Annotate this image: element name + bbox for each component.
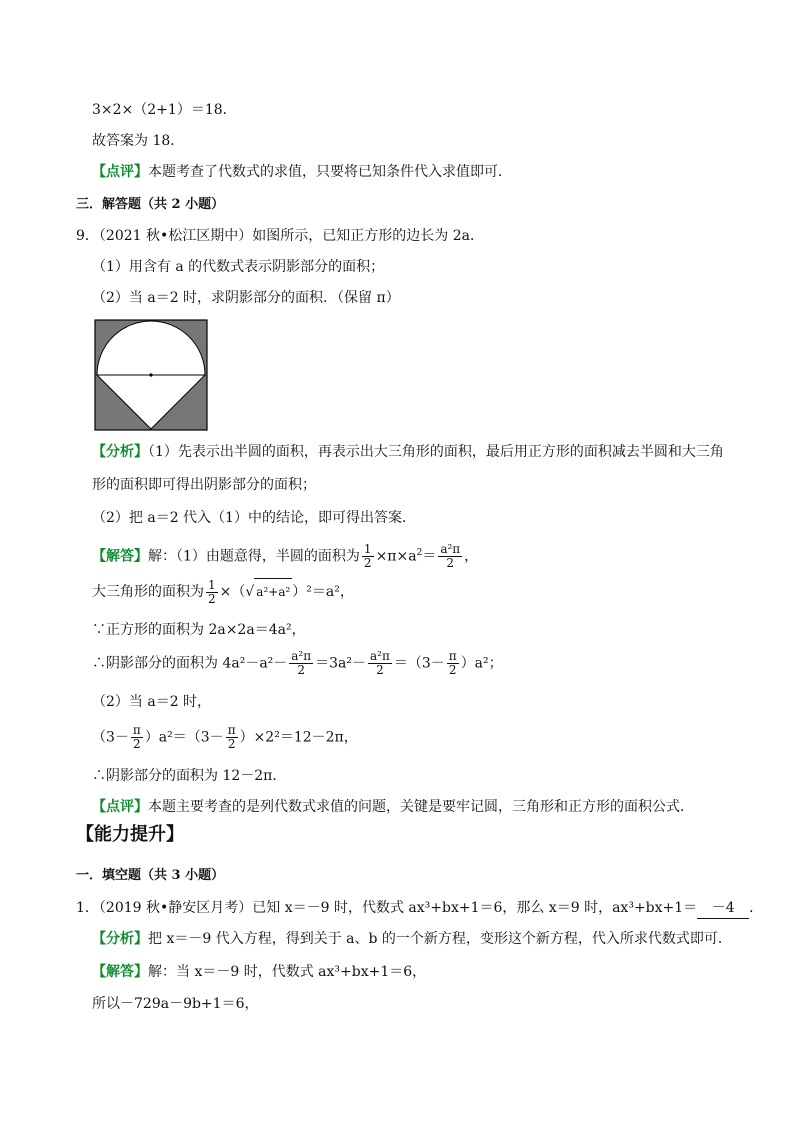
q1-last-line: 所以－729a－9b+1＝6， (92, 996, 259, 1012)
sol1-mid: ×π×a (375, 548, 417, 565)
comment-text: 本题考查了代数式的求值，只要将已知条件代入求值即可． (148, 164, 512, 180)
q1-solution-text: 解：当 x＝－9 时，代数式 ax³+bx+1＝6， (148, 964, 427, 980)
tag-solution: 【解答】 (92, 548, 148, 565)
q9-comment-line (92, 797, 694, 817)
comment-line (92, 162, 512, 182)
frac-half: $\frac{1}{2}$ (363, 542, 372, 571)
tag-comment-2: 【点评】 (92, 799, 148, 815)
frac-pi-3: $\frac{\pi}{2}$ (227, 723, 236, 751)
analysis-line2: 形的面积即可得出阴影部分的面积； (92, 477, 316, 493)
answer-line: 故答案为 18． (92, 133, 185, 149)
q9-part2: （2）当 a＝2 时，求阴影部分的面积．（保留 π） (92, 290, 400, 306)
calc-line: 3×2×（2+1）＝18． (92, 102, 237, 118)
frac-pi-2: $\frac{\pi}{2}$ (132, 723, 141, 751)
sqrt-expression: a²+a² (254, 578, 292, 605)
analysis-line1 (92, 442, 724, 462)
solution-line3: ∵正方形的面积为 2a×2a＝4a²， (92, 622, 306, 638)
frac-half-2: $\frac{1}{2}$ (208, 577, 216, 606)
frac-a2pi: $\frac{\text{a²π}}{2}$ (440, 542, 461, 571)
analysis-line3: （2）把 a＝2 代入（1）中的结论，即可得出答案． (92, 510, 416, 526)
center-dot (149, 373, 152, 376)
solution-line7: ∴阴影部分的面积为 12－2π． (92, 768, 287, 784)
solution-line6: （3－ $\frac{\pi}{2}$ ）a²＝（3－ $\frac{\pi}{2}$ ）×2²＝12－2π， (92, 723, 358, 751)
q1-analysis-text: 把 x＝－9 代入方程，得到关于 a、b 的一个新方程，变形这个新方程，代入所求代数式即可． (148, 931, 732, 947)
q9-stem: 9．（2021 秋•松江区期中）如图所示，已知正方形的边长为 2a． (76, 228, 484, 244)
q1-solution-line (92, 962, 426, 982)
solution-line4: ∴阴影部分的面积为 4a²－a²－ $\frac{\text{a²π}}{2}$ ＝3a²－ $\frac{\text{a²π}}{2}$ ＝（3－ $\frac{\pi}{2}$ ）a²； (92, 649, 503, 677)
frac-pi: $\frac{\pi}{2}$ (448, 649, 457, 677)
analysis-text1: （1）先表示出半圆的面积，再表示出大三角形的面积，最后用正方形的面积减去半圆和大三角 (148, 444, 724, 460)
frac-a2pi-2: $\frac{\text{a²π}}{2}$ (291, 649, 312, 677)
q9-part1: （1）用含有 a 的代数式表示阴影部分的面积； (92, 259, 385, 275)
tag-comment: 【点评】 (92, 164, 148, 180)
q9-comment-text: 本题主要考查的是列代数式求值的问题，关键是要牢记圆，三角形和正方形的面积公式． (148, 799, 694, 815)
solution-line1: 【解答】解：（1）由题意得，半圆的面积为 $\frac{1}{2}$ $\times\pi\times a^2=$ $\frac{\text{a²π}}{2}$ ， (92, 542, 479, 571)
tag-analysis: 【分析】 (92, 444, 148, 460)
section-title-answer-questions: 三．解答题（共 2 小题） (76, 197, 225, 212)
q1-stem: 1．（2019 秋•静安区月考）已知 x＝－9 时，代数式 ax³+bx+1＝6，那么 x＝9 时，ax³+bx+1＝ －4 ． (76, 898, 763, 919)
q1-answer-blank: －4 (697, 898, 749, 919)
sol1-prefix: 解：（1）由题意得，半圆的面积为 (148, 548, 360, 565)
square-figure (94, 319, 208, 431)
q1-analysis-line (92, 929, 732, 949)
frac-a2pi-3: $\frac{\text{a²π}}{2}$ (370, 649, 390, 677)
tag-solution-2: 【解答】 (92, 964, 148, 980)
solution-line2: 大三角形的面积为 $\frac{1}{2}$ ×（√ a²+a² ）²＝a²， (92, 577, 354, 606)
section-title-fill-blank: 一．填空题（共 3 小题） (76, 868, 225, 883)
solution-line5: （2）当 a＝2 时， (92, 694, 212, 710)
ability-heading: 【能力提升】 (76, 824, 184, 845)
tag-analysis-2: 【分析】 (92, 931, 148, 947)
